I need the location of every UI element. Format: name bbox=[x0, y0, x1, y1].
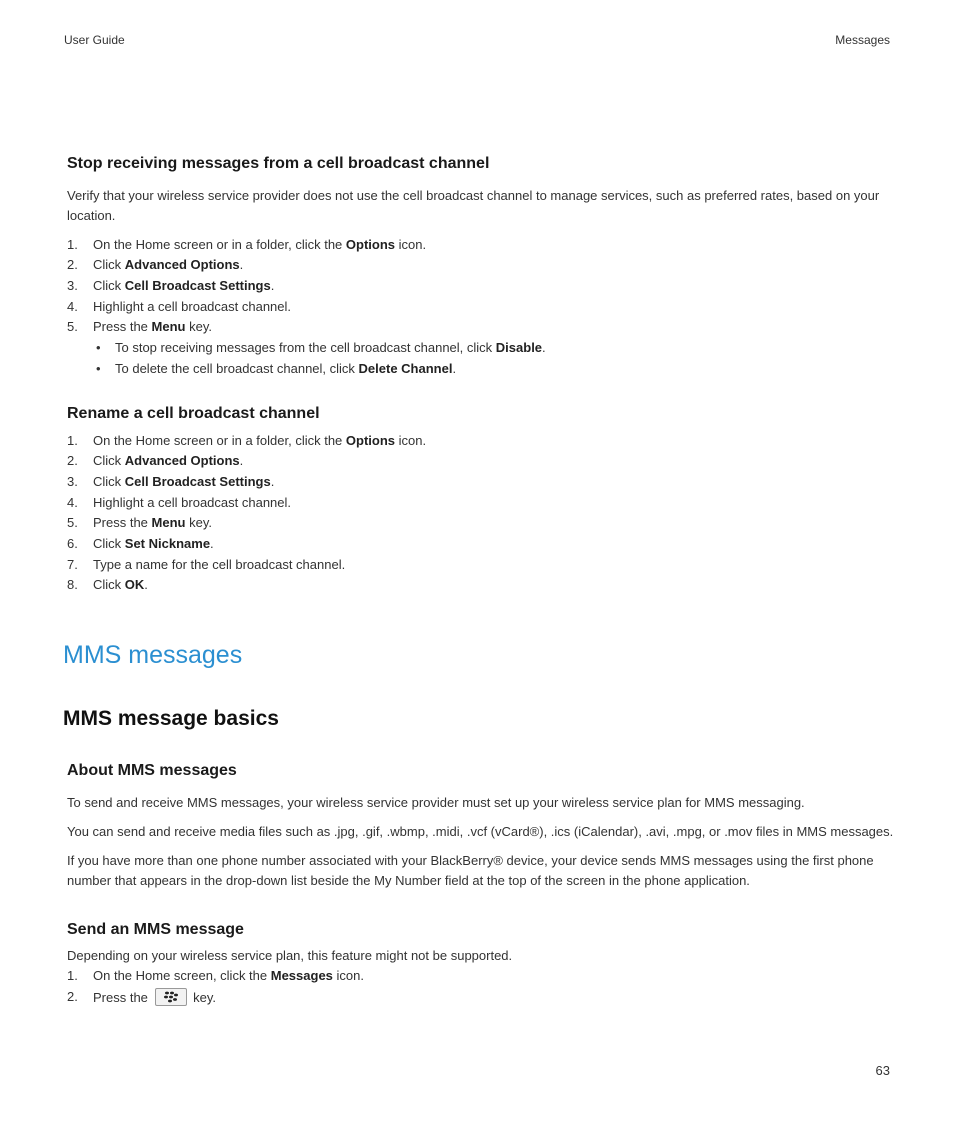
page-number: 63 bbox=[875, 1063, 890, 1078]
rename-section-heading: Rename a cell broadcast channel bbox=[67, 405, 320, 422]
about-mms-paragraph-1: To send and receive MMS messages, your wireless service provider must set up your wireless service plan for MMS messaging. bbox=[67, 795, 805, 810]
send-mms-heading: Send an MMS message bbox=[67, 921, 244, 938]
blackberry-menu-key-icon bbox=[155, 988, 187, 1006]
header-right: Messages bbox=[835, 33, 890, 47]
mms-basics-title: MMS message basics bbox=[63, 707, 279, 730]
about-mms-paragraph-2: You can send and receive media files such as .jpg, .gif, .wbmp, .midi, .vcf (vCard®), .ics (iCalendar), .avi, .mpg, or .mov files in MMS messages. bbox=[67, 824, 894, 839]
stop-section-heading: Stop receiving messages from a cell broadcast channel bbox=[67, 155, 490, 172]
send-mms-intro: Depending on your wireless service plan, this feature might not be supported. bbox=[67, 948, 513, 963]
header-left: User Guide bbox=[64, 33, 125, 47]
about-mms-heading: About MMS messages bbox=[67, 762, 237, 779]
about-mms-paragraph-3: If you have more than one phone number associated with your BlackBerry® device, your device sends MMS messages using the first phone number that appears in the drop-down list beside the My Number field at the top of the screen in the phone application. bbox=[67, 853, 874, 888]
stop-section-intro: Verify that your wireless service provider does not use the cell broadcast channel to manage services, such as preferred rates, based on your location. bbox=[67, 188, 880, 223]
mms-chapter-title: MMS messages bbox=[63, 641, 243, 669]
